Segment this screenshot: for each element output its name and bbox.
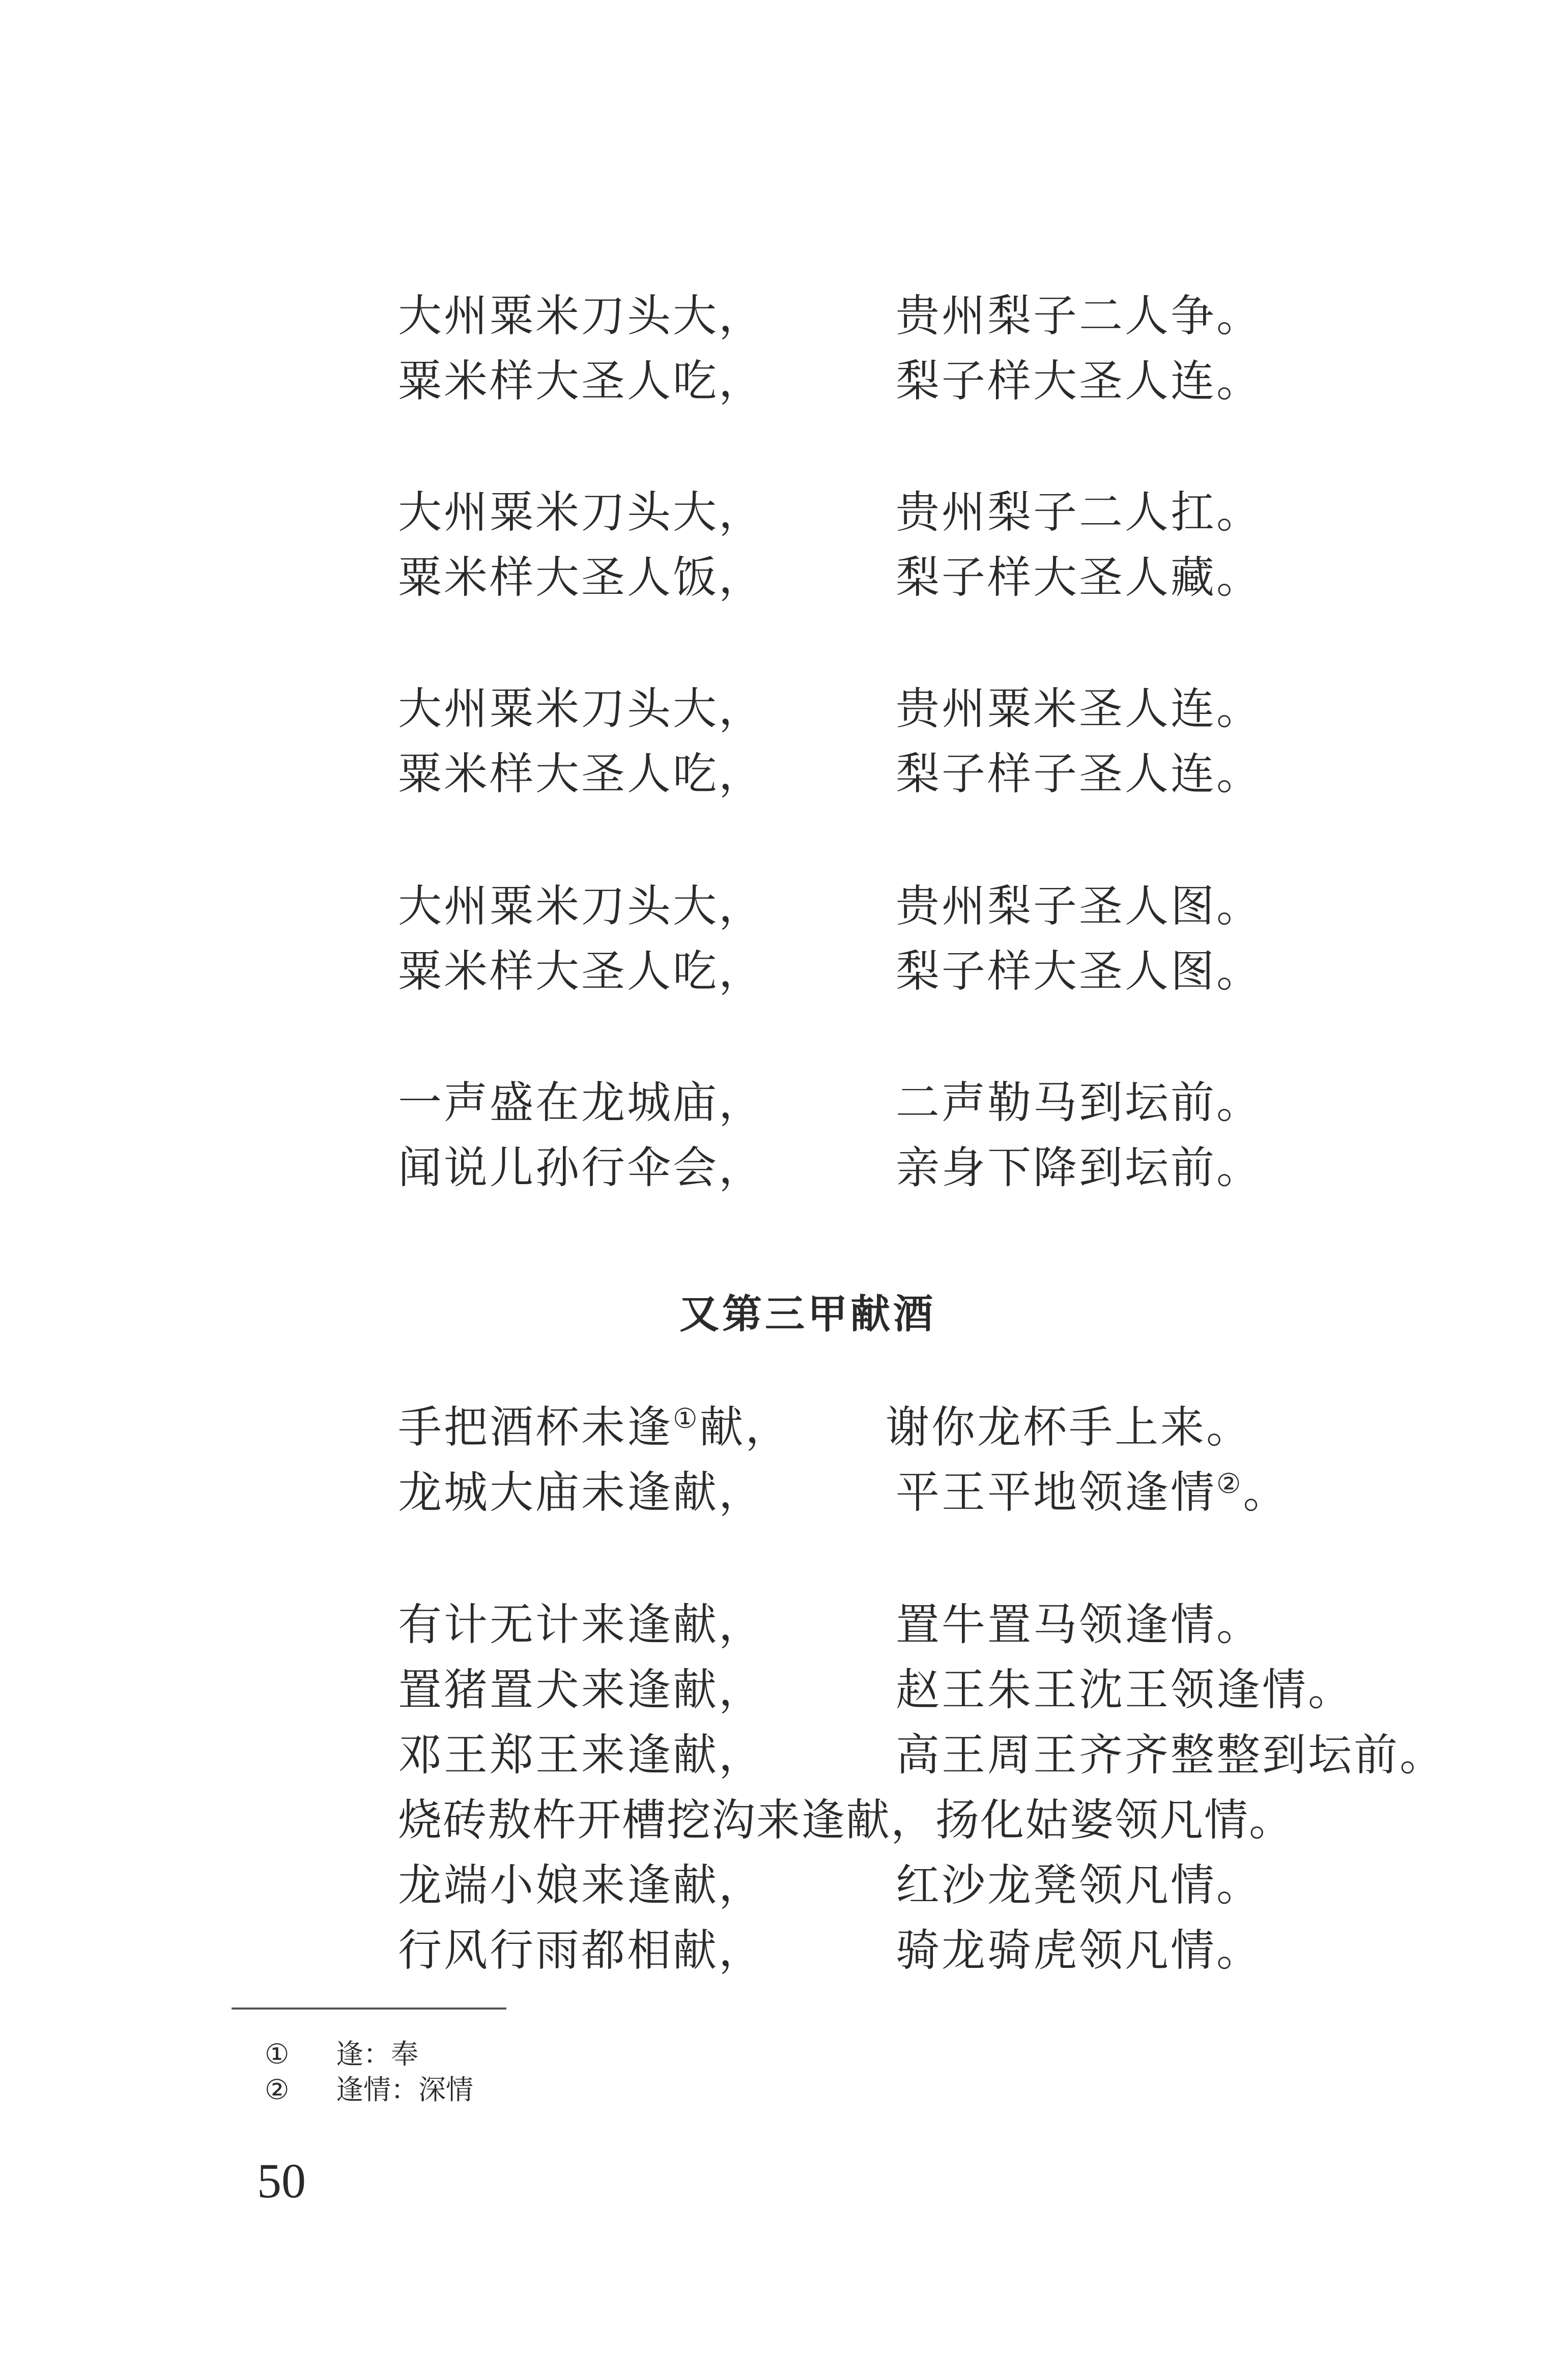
verse-line-left: 置猪置犬来逢献， (398, 1665, 764, 1715)
verse-line-right: 红沙龙凳领凡情。 (896, 1860, 1262, 1911)
verse-line-right: 亲身下降到坛前。 (896, 1142, 1262, 1193)
verse-line-left: 邓王郑王来逢献， (398, 1730, 764, 1781)
verse-line-left: 粟米样大圣人饭， (398, 552, 764, 603)
footnote-text: 逢：奉 (336, 2038, 418, 2070)
verse-line-right: 梨子样大圣人图。 (896, 946, 1262, 997)
verse-line-left: 有计无计来逢献， (398, 1599, 764, 1650)
verse-line-left: 行风行雨都相献， (398, 1925, 764, 1976)
verse-line-left: 闻说儿孙行伞会， (398, 1142, 764, 1193)
section-heading: 又第三甲献酒 (679, 1292, 936, 1337)
verse-line-left: 大州粟米刀头大， (398, 683, 764, 734)
verse-line-right: 贵州梨子二人争。 (896, 291, 1262, 341)
verse-text: 平王平地领逢情 (896, 1467, 1216, 1518)
verse-line-right: 高王周王齐齐整整到坛前。 (896, 1730, 1445, 1781)
verse-line-right: 贵州梨子圣人图。 (896, 881, 1262, 932)
verse-line-right: 赵王朱王沈王领逢情。 (896, 1665, 1354, 1715)
verse-line-right: 贵州梨子二人扛。 (896, 487, 1262, 538)
footnote-divider (232, 2008, 506, 2010)
verse-line-left: 大州粟米刀头大， (398, 291, 764, 341)
verse-line-left: 粟米样大圣人吃， (398, 946, 764, 997)
verse-text: 。 (1243, 1467, 1289, 1518)
verse-line-right: 梨子样大圣人藏。 (896, 552, 1262, 603)
footnote-text: 逢情：深情 (336, 2074, 473, 2106)
page-number: 50 (257, 2154, 306, 2208)
verse-line-right: 贵州粟米圣人连。 (896, 683, 1262, 734)
verse-line-left: 大州粟米刀头大， (398, 881, 764, 932)
footnote-mark: ② (265, 2074, 290, 2106)
verse-line-left: 粟米样大圣人吃， (398, 749, 764, 799)
verse-text: 献， (699, 1402, 791, 1453)
verse-line-left: 龙端小娘来逢献， (398, 1860, 764, 1911)
footnote-mark: ① (265, 2038, 290, 2070)
verse-line-left: 龙城大庙未逢献， (398, 1467, 764, 1518)
verse-line-right: 梨子样子圣人连。 (896, 749, 1262, 799)
verse-line-right: 梨子样大圣人连。 (896, 356, 1262, 407)
verse-line-right (896, 1467, 1289, 1518)
verse-line-right: 骑龙骑虎领凡情。 (896, 1925, 1262, 1976)
verse-line-left (398, 1402, 791, 1453)
verse-line-full: 烧砖敖杵开槽挖沟来逢献，扬化姑婆领凡情。 (398, 1795, 1294, 1846)
verse-line-left: 一声盛在龙城庙， (398, 1077, 764, 1128)
footnote-2 (265, 2076, 473, 2104)
verse-line-left: 粟米样大圣人吃， (398, 356, 764, 407)
verse-line-left: 大州粟米刀头大， (398, 487, 764, 538)
footnote-ref-1: ① (673, 1402, 700, 1435)
verse-line-right: 二声勒马到坛前。 (896, 1077, 1262, 1128)
footnote-1 (265, 2038, 418, 2070)
verse-line-right: 谢你龙杯手上来。 (886, 1402, 1252, 1453)
verse-line-right: 置牛置马领逢情。 (896, 1599, 1262, 1650)
verse-text: 手把酒杯未逢 (398, 1402, 673, 1453)
footnote-ref-2: ② (1216, 1468, 1243, 1500)
